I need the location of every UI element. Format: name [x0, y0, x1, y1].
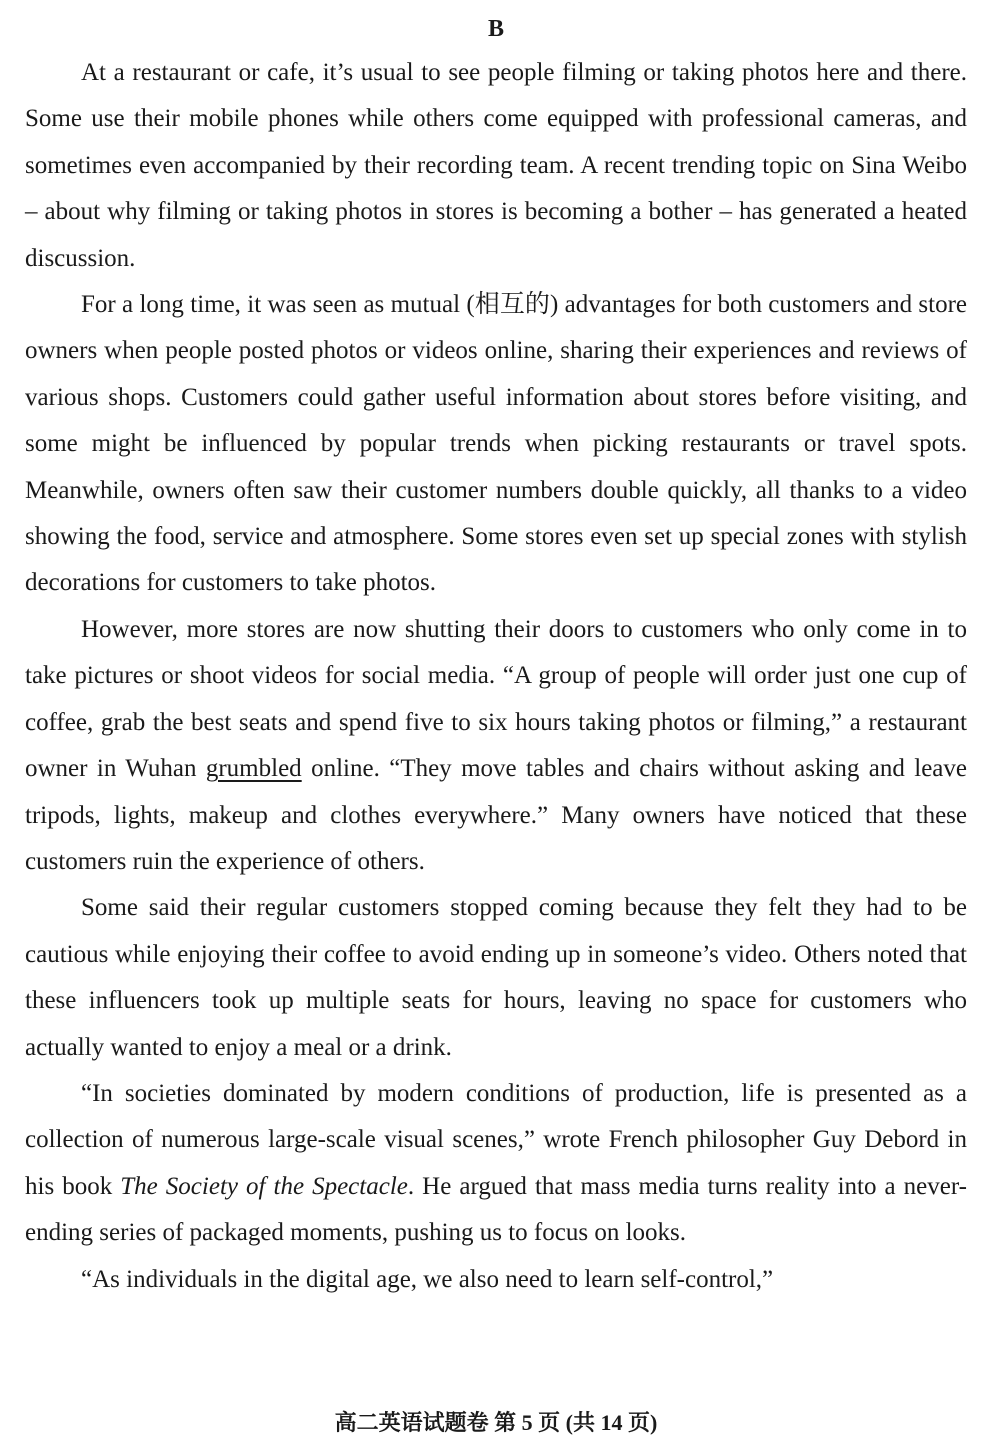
page-footer: 高二英语试题卷 第 5 页 (共 14 页): [334, 1410, 658, 1435]
paragraph-5-text-after: . He argued that mass media turns reality into a never-ending series of packaged moments, pushing us to focus on looks.: [25, 1172, 967, 1247]
paragraph-3-text-before: However, more stores are now shutting their doors to customers who only come in to take pictures or shoot videos for social media. “A group of people will order just one cup of coffee, grab the best seats and spend five to six hours taking photos or filming,” a restaurant owner in Wuhan: [25, 615, 967, 783]
paragraph-3: [25, 607, 967, 885]
section-letter: B: [487, 16, 504, 42]
paragraph-2: For a long time, it was seen as mutual (相互的) advantages for both customers and store owners when people posted photos or videos online, sharing their experiences and reviews of various shops. Customers could gather useful information about stores before visiting, and some might be influenced by popular trends when picking restaurants or travel spots. Meanwhile, owners often saw their customer numbers double quickly, all thanks to a video showing the food, service and atmosphere. Some stores even set up special zones with stylish decorations for customers to take photos.: [25, 291, 967, 597]
paragraph-3-text-after: online. “They move tables and chairs without asking and leave tripods, lights, makeup and clothes everywhere.” Many owners have noticed that these customers ruin the experience of others.: [25, 755, 967, 875]
paragraph-6: “As individuals in the digital age, we also need to learn self-control,”: [81, 1265, 774, 1293]
paragraph-5-text-before: “In societies dominated by modern conditions of production, life is presented as a collection of numerous large-scale visual scenes,” wrote French philosopher Guy Debord in his book: [25, 1079, 967, 1200]
paragraph-1: At a restaurant or cafe, it’s usual to see people filming or taking photos here and there. Some use their mobile phones while others come equipped with professional cameras, and sometimes even accompanied by their recording team. A recent trending topic on Sina Weibo – about why filming or taking photos in stores is becoming a bother – has generated a heated discussion.: [25, 59, 967, 272]
passage-body: [25, 50, 967, 1303]
paragraph-4: Some said their regular customers stopped coming because they felt they had to be cautious while enjoying their coffee to avoid ending up in someone’s video. Others noted that these influencers took up multiple seats for hours, leaving no space for customers who actually wanted to enjoy a meal or a drink.: [25, 894, 967, 1061]
underlined-word-grumbled: grumbled: [205, 755, 302, 783]
paragraph-5: [25, 1071, 967, 1257]
book-title: The Society of the Spectacle: [120, 1172, 408, 1200]
